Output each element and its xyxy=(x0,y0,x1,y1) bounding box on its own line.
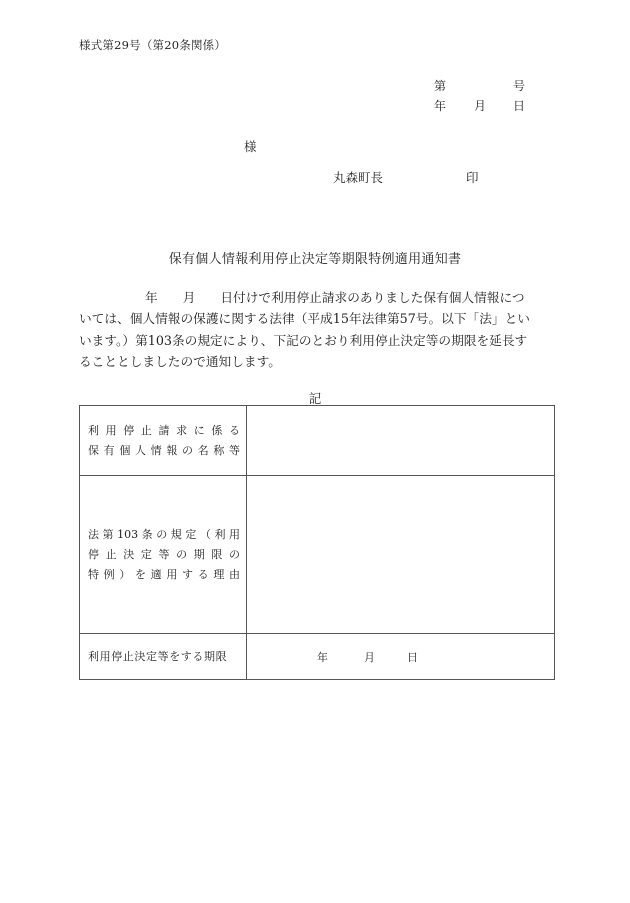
details-table xyxy=(79,405,555,680)
document-date-year-label: 年 xyxy=(434,99,447,113)
document-number-prefix: 第 xyxy=(434,79,447,93)
issuer-name: 丸森町長 xyxy=(333,170,384,185)
body-line-4: ることとしましたので通知します。 xyxy=(79,353,281,369)
deadline-day-label: 日 xyxy=(407,650,418,664)
body-line-1 xyxy=(79,287,555,308)
body-month-label: 月 xyxy=(182,290,196,305)
body-line-1-text: 日付けで利用停止請求のありました保有個人情報につ xyxy=(220,290,525,305)
row-label-personal-info-name xyxy=(80,406,247,476)
document-date-day-label: 日 xyxy=(513,99,526,113)
issuer-seal: 印 xyxy=(466,170,479,185)
label-line: 特例）を適用する理由 xyxy=(88,567,240,581)
table-row xyxy=(80,406,555,476)
ki-heading: 記 xyxy=(308,391,322,406)
body-line-2: いては、個人情報の保護に関する法律（平成15年法律第57号。以下「法」とい xyxy=(79,311,530,327)
document-title: 保有個人情報利用停止決定等期限特例適用通知書 xyxy=(168,252,462,267)
reason-field[interactable] xyxy=(247,476,555,634)
label-line: 法第103条の規定（利用 xyxy=(88,527,240,541)
label-line: 利用停止決定等をする期限 xyxy=(88,649,228,663)
deadline-date-field[interactable] xyxy=(247,634,555,680)
table-row xyxy=(80,476,555,634)
label-line: 利用停止請求に係る xyxy=(88,423,240,437)
document-number-suffix: 号 xyxy=(513,79,526,93)
label-line: 停止決定等の期限の xyxy=(88,547,240,561)
deadline-year-label: 年 xyxy=(317,650,328,664)
addressee-honorific: 様 xyxy=(244,139,257,154)
table-row xyxy=(80,634,555,680)
form-id: 様式第29号（第20条関係） xyxy=(79,38,227,52)
body-paragraph xyxy=(79,287,555,372)
row-label-reason xyxy=(80,476,247,634)
row-label-deadline xyxy=(80,634,247,680)
deadline-month-label: 月 xyxy=(364,650,375,664)
label-line: 保有個人情報の名称等 xyxy=(88,443,240,457)
body-year-label: 年 xyxy=(145,290,158,305)
document-date-month-label: 月 xyxy=(474,99,487,113)
body-line-3: います。）第103条の規定により、下記のとおり利用停止決定等の期限を延長す xyxy=(79,332,528,348)
personal-info-name-field[interactable] xyxy=(247,406,555,476)
